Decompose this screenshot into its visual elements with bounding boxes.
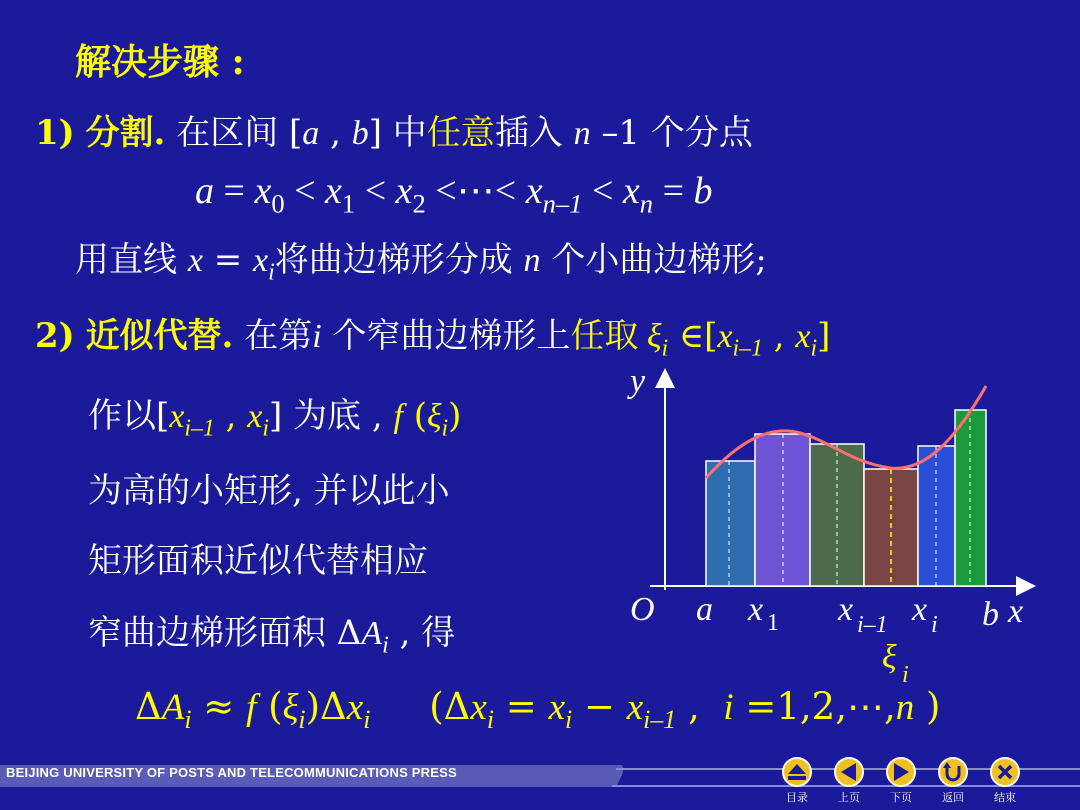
nav-return-button[interactable] <box>933 757 973 803</box>
label-xi-sub: i <box>931 612 938 638</box>
eq-op: = <box>214 170 255 212</box>
var-x: x <box>470 687 487 728</box>
var-f: f <box>393 398 403 435</box>
page-title: 解决步骤 : <box>75 41 245 83</box>
var-a: a <box>302 115 320 152</box>
eq-op: = <box>653 170 694 212</box>
var-x: x <box>169 398 185 435</box>
text: 个窄曲边梯形上 <box>321 316 571 356</box>
comma: , <box>214 396 248 436</box>
eq-sub: 0 <box>271 188 285 219</box>
approx-equation <box>135 685 941 735</box>
text: 个小曲边梯形; <box>540 240 767 280</box>
step1-text2: ] 中 <box>368 113 427 153</box>
step2-highlight: 任取 <box>570 316 639 356</box>
publisher-banner: BEIJING UNIVERSITY OF POSTS AND TELECOMMUNICATIONS PRESS <box>6 765 457 780</box>
nav-return-label: 返回 <box>942 791 964 804</box>
paren: ) <box>914 685 941 728</box>
bar-5 <box>918 446 955 586</box>
var-b: b <box>351 115 369 152</box>
var-A: A <box>361 615 383 652</box>
label-xim1-sub: i–1 <box>857 612 888 638</box>
step1-text1: 在区间 [ <box>165 113 303 153</box>
step1-text4: –1 个分点 <box>590 113 753 153</box>
comma: , <box>676 685 724 728</box>
riemann-graph <box>610 360 1050 690</box>
step2-heading: 近似代替. <box>85 316 234 356</box>
text: , 得 <box>388 613 456 653</box>
nav-contents-label: 目录 <box>786 791 808 804</box>
var-x: x <box>548 687 565 728</box>
step1-line2 <box>75 232 767 286</box>
delta: Δ <box>135 685 162 728</box>
eq-a: a <box>195 170 214 212</box>
paren: ( <box>256 685 283 728</box>
paren-delta: (Δ <box>370 685 471 728</box>
paren: ( <box>402 396 427 436</box>
paren-delta: )Δ <box>305 685 347 728</box>
eq-sub: 2 <box>412 188 426 219</box>
paren: ) <box>448 396 462 436</box>
sub: i–1 <box>184 415 215 442</box>
y-axis-label: y <box>630 363 646 400</box>
text: 用直线 <box>75 240 188 280</box>
var-x: x <box>626 687 644 728</box>
x-axis-label: x <box>1008 593 1024 630</box>
var-x: x <box>795 318 811 355</box>
var-xi-greek: ξ <box>638 318 662 355</box>
var-x: x <box>187 242 203 279</box>
text: 作以[ <box>88 396 170 436</box>
var-x: x <box>346 687 364 728</box>
step1-text3: 插入 <box>494 113 574 153</box>
sub: i <box>810 335 818 362</box>
var-n: n <box>895 687 915 728</box>
eq-x0: x <box>254 170 272 212</box>
comma: , <box>319 113 352 153</box>
var-xi: x <box>253 242 269 279</box>
eq-op: = <box>494 685 549 728</box>
nav-contents-button[interactable] <box>777 757 817 803</box>
eq-op: < <box>582 170 623 212</box>
eq-op: = <box>202 240 254 280</box>
text: ] 为底 , <box>268 396 394 436</box>
nav-next-button[interactable] <box>881 757 921 803</box>
para-line1 <box>88 388 462 442</box>
label-b: b <box>982 596 999 633</box>
step1-number: 1) <box>35 113 75 153</box>
minus: − <box>572 685 627 728</box>
sub: i <box>565 705 573 735</box>
sub: i–1 <box>643 705 677 735</box>
approx: ≈ <box>191 685 247 728</box>
step1-heading: 分割. <box>85 113 166 153</box>
var-A: A <box>161 687 185 728</box>
nav-prev-button[interactable] <box>829 757 869 803</box>
nav-end-button[interactable] <box>985 757 1025 803</box>
var-i: i <box>723 687 734 728</box>
sub: i <box>363 705 371 735</box>
label-x1: x <box>748 591 764 628</box>
nav-next-label: 下页 <box>890 791 912 804</box>
para-line2: 为高的小矩形, 并以此小 <box>88 471 450 511</box>
sub: i–1 <box>732 335 763 362</box>
sub: i <box>298 705 306 735</box>
label-xi-greek-sub: i <box>902 662 909 688</box>
comma: , <box>762 316 796 356</box>
step2-line <box>35 308 831 362</box>
sub: i <box>441 415 449 442</box>
eject-icon <box>780 757 814 787</box>
eq-xn1: x <box>525 170 543 212</box>
step2-number: 2) <box>35 316 75 356</box>
nav-end-label: 结束 <box>994 791 1016 804</box>
eq-b: b <box>693 170 713 212</box>
text: 将曲边梯形分成 <box>274 240 524 280</box>
sub: i <box>262 415 269 442</box>
var-xi-greek: ξ <box>282 687 299 728</box>
var-f: f <box>246 687 257 728</box>
sub: i <box>382 632 389 659</box>
sub: i <box>486 705 495 735</box>
eq-dots: <⋯< <box>425 170 526 212</box>
eq-op: < <box>284 170 326 212</box>
return-icon <box>936 757 970 787</box>
var-x: x <box>717 318 733 355</box>
next-arrow-icon <box>884 757 918 787</box>
sub: i <box>184 705 192 735</box>
var-n: n <box>573 115 591 152</box>
eq-sub: n <box>639 188 654 219</box>
interval-close: ] <box>817 316 831 356</box>
prev-arrow-icon <box>832 757 866 787</box>
text: 在第 <box>233 316 313 356</box>
para-line3: 矩形面积近似代替相应 <box>88 541 428 581</box>
close-icon <box>988 757 1022 787</box>
footer-bar <box>0 755 1080 810</box>
eq-op: < <box>355 170 396 212</box>
text: 窄曲边梯形面积 Δ <box>88 613 362 653</box>
var-n: n <box>523 242 541 279</box>
label-xi: x <box>912 591 928 628</box>
step1-highlight: 任意 <box>426 113 495 153</box>
eq-sub: n–1 <box>542 188 583 219</box>
para-line4 <box>88 605 456 659</box>
range: =1,2,⋯, <box>733 685 896 728</box>
label-a: a <box>696 591 713 628</box>
sub-i: i <box>268 259 275 286</box>
var-xi-greek: ξ <box>426 398 442 435</box>
eq-xn: x <box>622 170 640 212</box>
eq-sub: 1 <box>341 188 356 219</box>
label-xim1: x <box>838 591 854 628</box>
partition-equation <box>195 168 713 219</box>
label-xi-greek: ξ <box>882 639 897 676</box>
eq-x1: x <box>325 170 342 212</box>
bar-1 <box>706 461 755 586</box>
nav-prev-label: 上页 <box>838 791 860 804</box>
label-x1-sub: 1 <box>767 610 779 636</box>
sub-i: i <box>661 335 669 362</box>
eq-x2: x <box>395 170 413 212</box>
var-x: x <box>247 398 263 435</box>
var-i: i <box>312 318 322 355</box>
step1-line <box>35 105 753 154</box>
origin-label: O <box>630 591 655 628</box>
interval-open: ∈[ <box>668 316 718 356</box>
